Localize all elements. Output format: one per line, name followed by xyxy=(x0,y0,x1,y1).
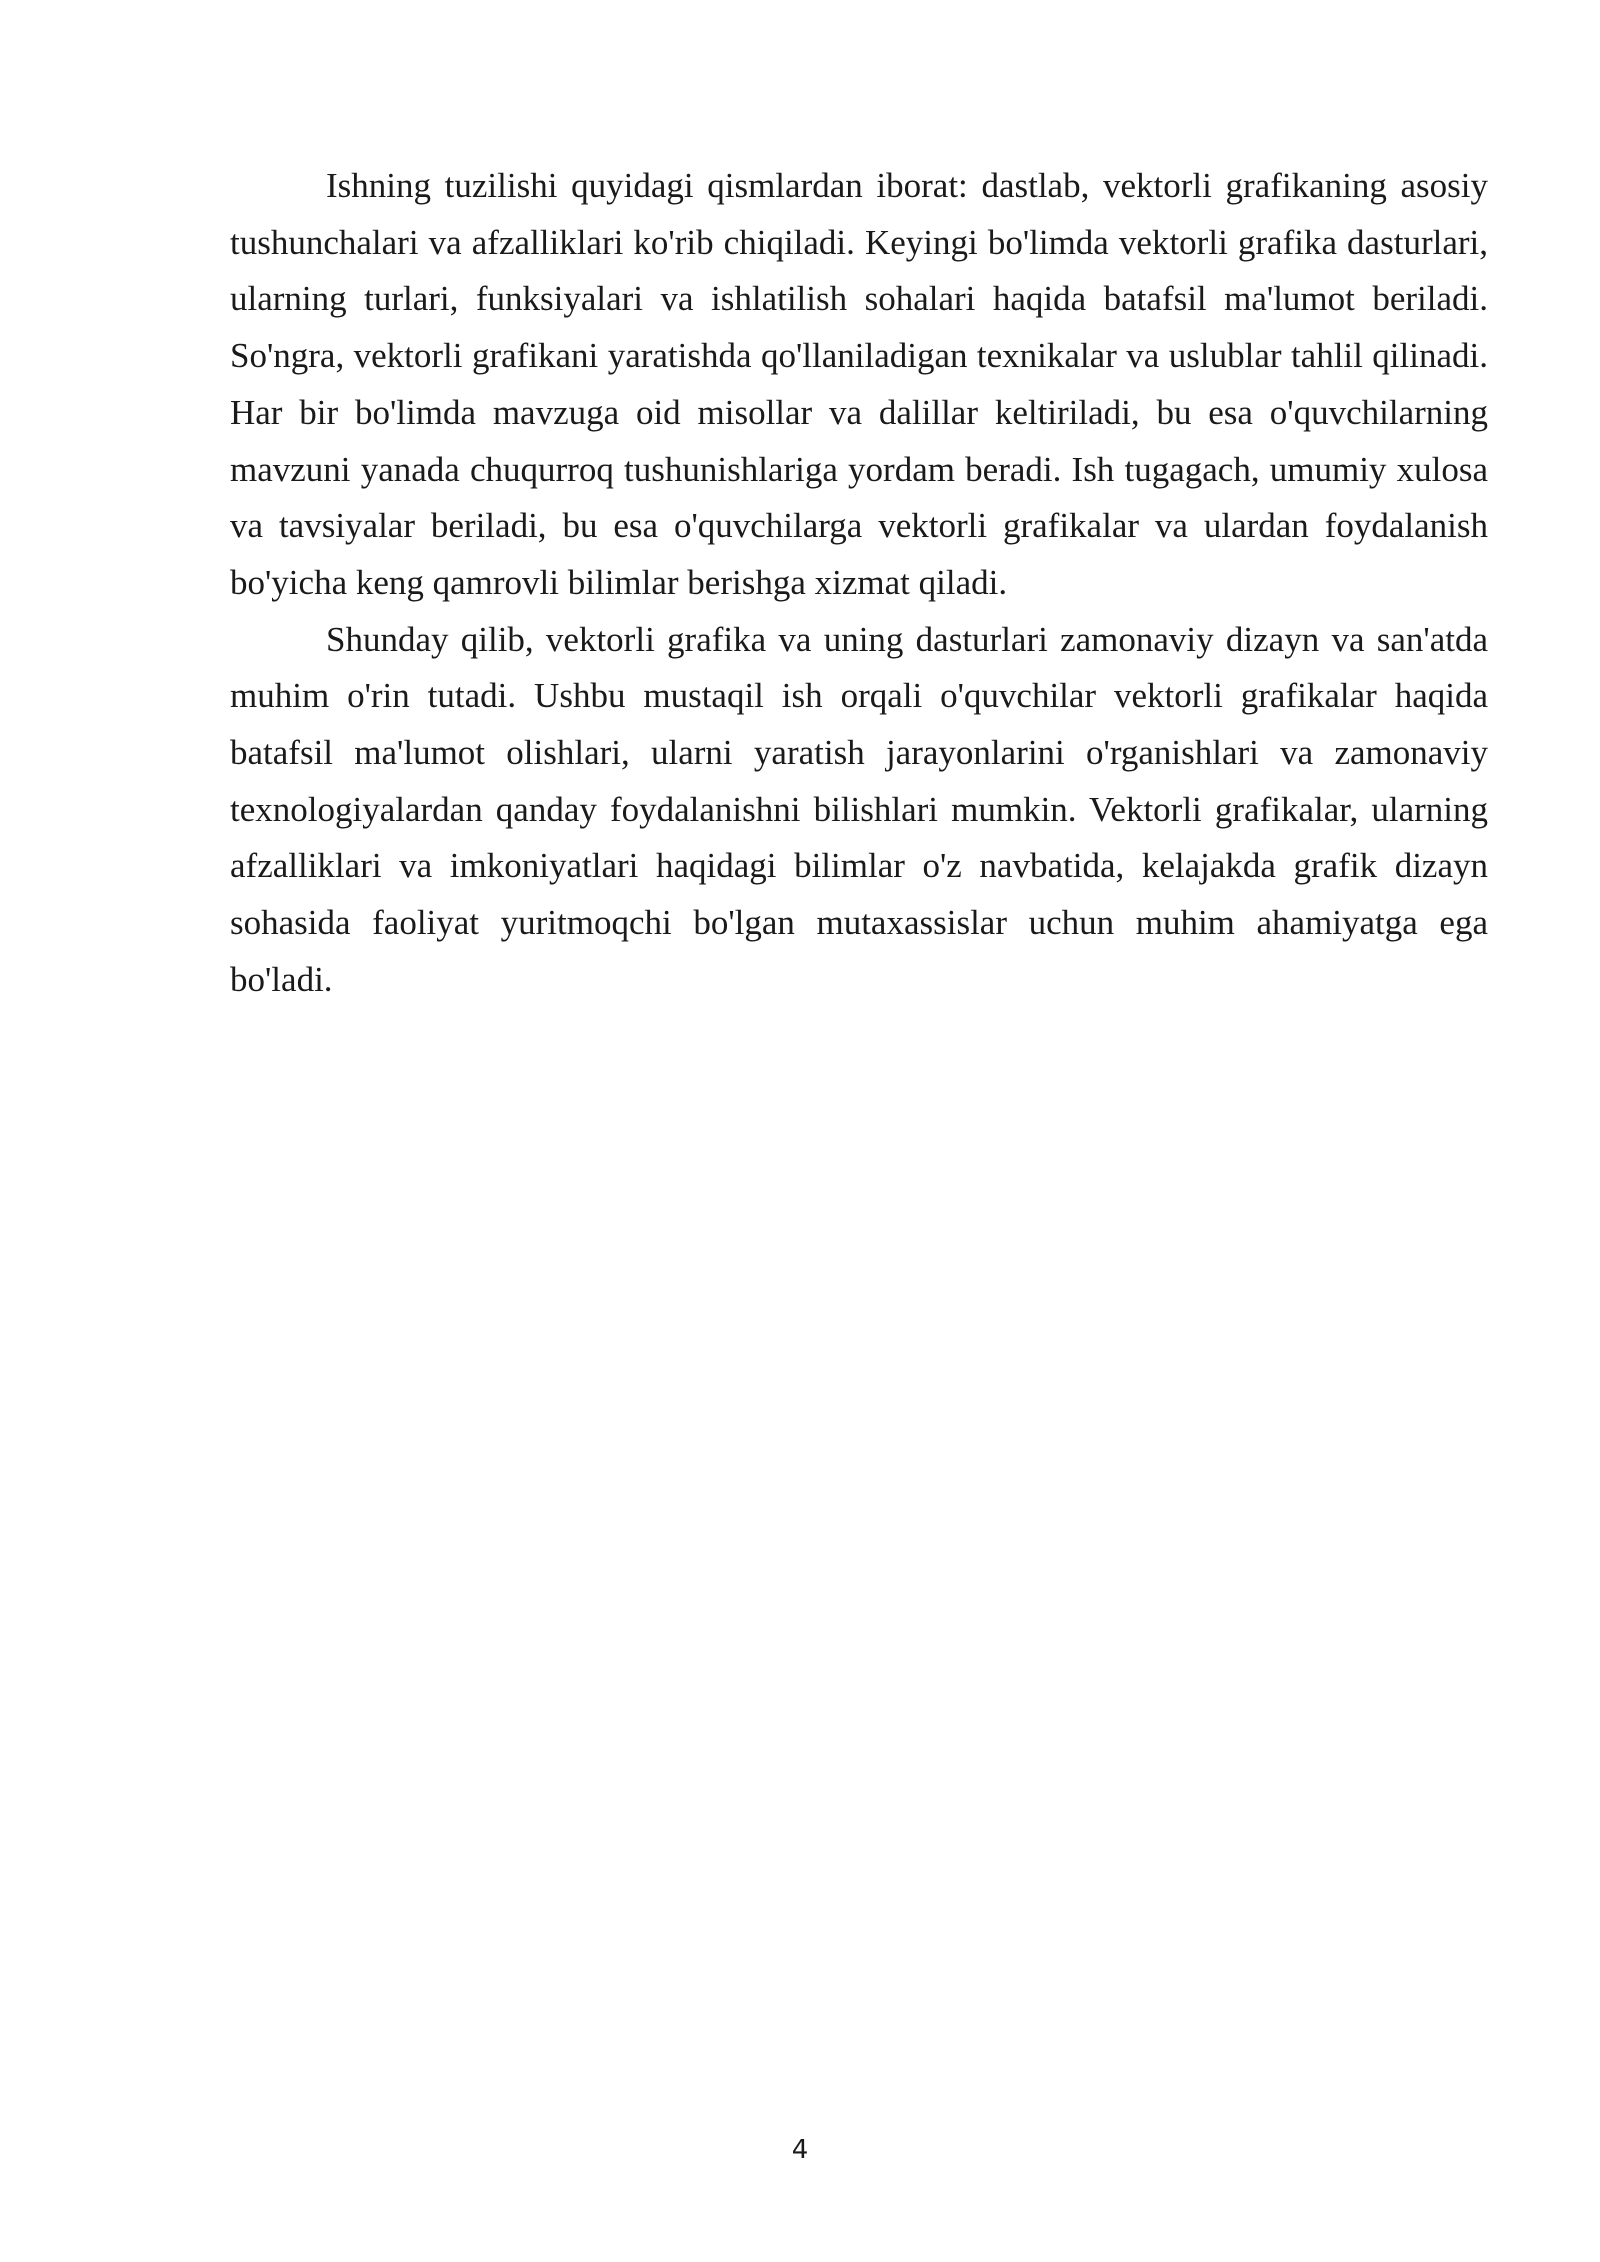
paragraph-conclusion: Shunday qilib, vektorli grafika va uning dasturlari zamonaviy dizayn va san'atda muhim o'rin tutadi. Ushbu mustaqil ish orqali o'quvchilar vektorli grafikalar haqida batafsil ma'lumot olishlari, ularni yaratish jarayonlarini o'rganishlari va zamonaviy texnologiyalardan qanday foydalanishni bilishlari mumkin. Vektorli grafikalar, ularning afzalliklari va imkoniyatlari haqidagi bilimlar o'z navbatida, kelajakda grafik dizayn sohasida faoliyat yuritmoqchi bo'lgan mutaxassislar uchun muhim ahamiyatga ega bo'ladi. xyxy=(230,619,1488,999)
page-number: 4 xyxy=(791,2135,809,2165)
body-text xyxy=(230,158,1488,1009)
paragraph-structure-of-work: Ishning tuzilishi quyidagi qismlardan iborat: dastlab, vektorli grafikaning asosiy tushunchalari va afzalliklari ko'rib chiqiladi. Keyingi bo'limda vektorli grafika dasturlari, ularning turlari, funksiyalari va ishlatilish sohalari haqida batafsil ma'lumot beriladi. So'ngra, vektorli grafikani yaratishda qo'llaniladigan texnikalar va uslublar tahlil qilinadi. Har bir bo'limda mavzuga oid misollar va dalillar keltiriladi, bu esa o'quvchilarning mavzuni yanada chuqurroq tushunishlariga yordam beradi. Ish tugagach, umumiy xulosa va tavsiyalar beriladi, bu esa o'quvchilarga vektorli grafikalar va ulardan foydalanish bo'yicha keng qamrovli bilimlar berishga xizmat qiladi. xyxy=(230,166,1488,602)
